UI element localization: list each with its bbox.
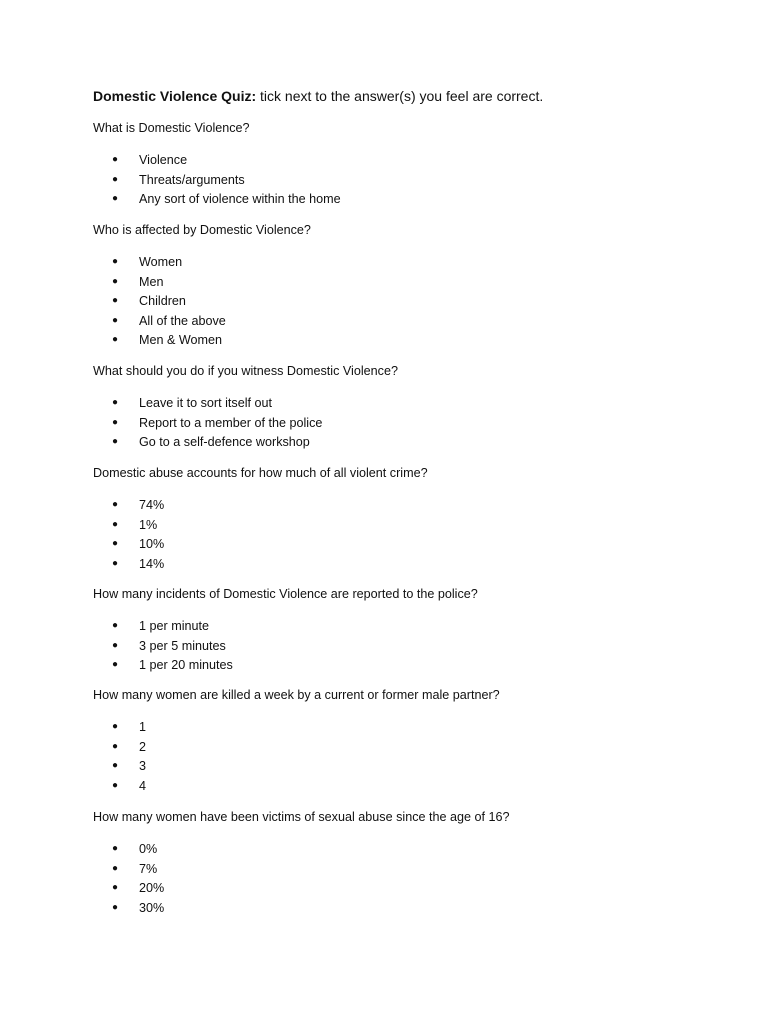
answer-option-label: 1 (139, 720, 147, 734)
bullet-icon: ● (112, 334, 119, 345)
quiz-instructions: tick next to the answer(s) you feel are correct. (256, 88, 544, 104)
answer-option (112, 395, 272, 411)
answer-option (112, 556, 164, 572)
question-text: What is Domestic Violence? (93, 121, 250, 135)
answer-option (112, 618, 209, 634)
bullet-icon: ● (112, 397, 119, 408)
question-text: Domestic abuse accounts for how much of all violent crime? (93, 466, 428, 480)
answer-option-label: 20% (139, 881, 165, 895)
bullet-icon: ● (112, 740, 119, 752)
bullet-icon: ● (112, 639, 119, 651)
answer-option (112, 191, 341, 207)
answer-option (112, 758, 146, 774)
bullet-icon: ● (112, 518, 119, 530)
quiz-title (93, 87, 543, 105)
answer-option (112, 841, 157, 857)
answer-option (112, 900, 164, 916)
answer-option (112, 332, 222, 348)
bullet-icon: ● (112, 882, 119, 893)
quiz-title-bold: Domestic Violence Quiz: (93, 88, 257, 104)
answer-option-label: 14% (139, 556, 165, 571)
answer-option (112, 657, 233, 673)
bullet-icon: ● (112, 538, 119, 549)
bullet-icon: ● (112, 557, 119, 569)
answer-option-label: Go to a self-defence workshop (139, 435, 310, 449)
answer-option (112, 172, 245, 188)
answer-option-label: 74% (139, 498, 165, 512)
bullet-icon: ● (112, 721, 119, 732)
bullet-icon: ● (112, 779, 119, 791)
bullet-icon: ● (112, 275, 119, 287)
answer-option-label: 2 (139, 739, 147, 754)
answer-option-label: Violence (139, 153, 188, 167)
bullet-icon: ● (112, 760, 119, 771)
answer-option-label: 0% (139, 842, 158, 856)
bullet-icon: ● (112, 862, 119, 874)
answer-option-label: Any sort of violence within the home (139, 192, 341, 206)
answer-option-label: 30% (139, 900, 165, 915)
answer-option-label: 3 (139, 759, 147, 773)
bullet-icon: ● (112, 499, 119, 510)
answer-option (112, 719, 146, 735)
bullet-icon: ● (112, 314, 119, 326)
answer-option (112, 739, 146, 755)
answer-option (112, 880, 164, 896)
bullet-icon: ● (112, 154, 119, 165)
answer-option-label: Report to a member of the police (139, 415, 323, 430)
bullet-icon: ● (112, 173, 119, 185)
bullet-icon: ● (112, 416, 119, 428)
answer-option-label: Men & Women (139, 333, 223, 347)
answer-option (112, 152, 187, 168)
answer-option (112, 254, 182, 270)
answer-option (112, 274, 164, 290)
answer-option-label: 3 per 5 minutes (139, 638, 226, 653)
answer-option (112, 293, 186, 309)
bullet-icon: ● (112, 901, 119, 913)
answer-option (112, 497, 164, 513)
question-text: Who is affected by Domestic Violence? (93, 223, 311, 237)
bullet-icon: ● (112, 843, 119, 854)
answer-option (112, 434, 310, 450)
answer-option-label: 10% (139, 537, 165, 551)
bullet-icon: ● (112, 659, 119, 670)
answer-option-label: 1 per 20 minutes (139, 658, 233, 672)
answer-option-label: 7% (139, 861, 158, 876)
answer-option-label: 1% (139, 517, 158, 532)
answer-option-label: 4 (139, 778, 147, 793)
answer-option-label: 1 per minute (139, 619, 210, 633)
answer-option-label: Leave it to sort itself out (139, 396, 273, 410)
question-text: How many women are killed a week by a current or former male partner? (93, 688, 500, 702)
answer-option-label: Children (139, 294, 186, 308)
answer-option-label: All of the above (139, 313, 226, 328)
question-text: How many incidents of Domestic Violence are reported to the police? (93, 587, 478, 601)
bullet-icon: ● (112, 436, 119, 447)
answer-option (112, 778, 146, 794)
question-text: How many women have been victims of sexual abuse since the age of 16? (93, 810, 510, 824)
answer-option (112, 517, 157, 533)
answer-option (112, 415, 322, 431)
bullet-icon: ● (112, 620, 119, 631)
answer-option-label: Women (139, 255, 183, 269)
answer-option (112, 536, 164, 552)
answer-option (112, 861, 157, 877)
bullet-icon: ● (112, 295, 119, 306)
bullet-icon: ● (112, 256, 119, 267)
answer-option-label: Men (139, 274, 164, 289)
answer-option-label: Threats/arguments (139, 172, 245, 187)
bullet-icon: ● (112, 193, 119, 204)
answer-option (112, 313, 226, 329)
answer-option (112, 638, 226, 654)
question-text: What should you do if you witness Domestic Violence? (93, 364, 398, 378)
